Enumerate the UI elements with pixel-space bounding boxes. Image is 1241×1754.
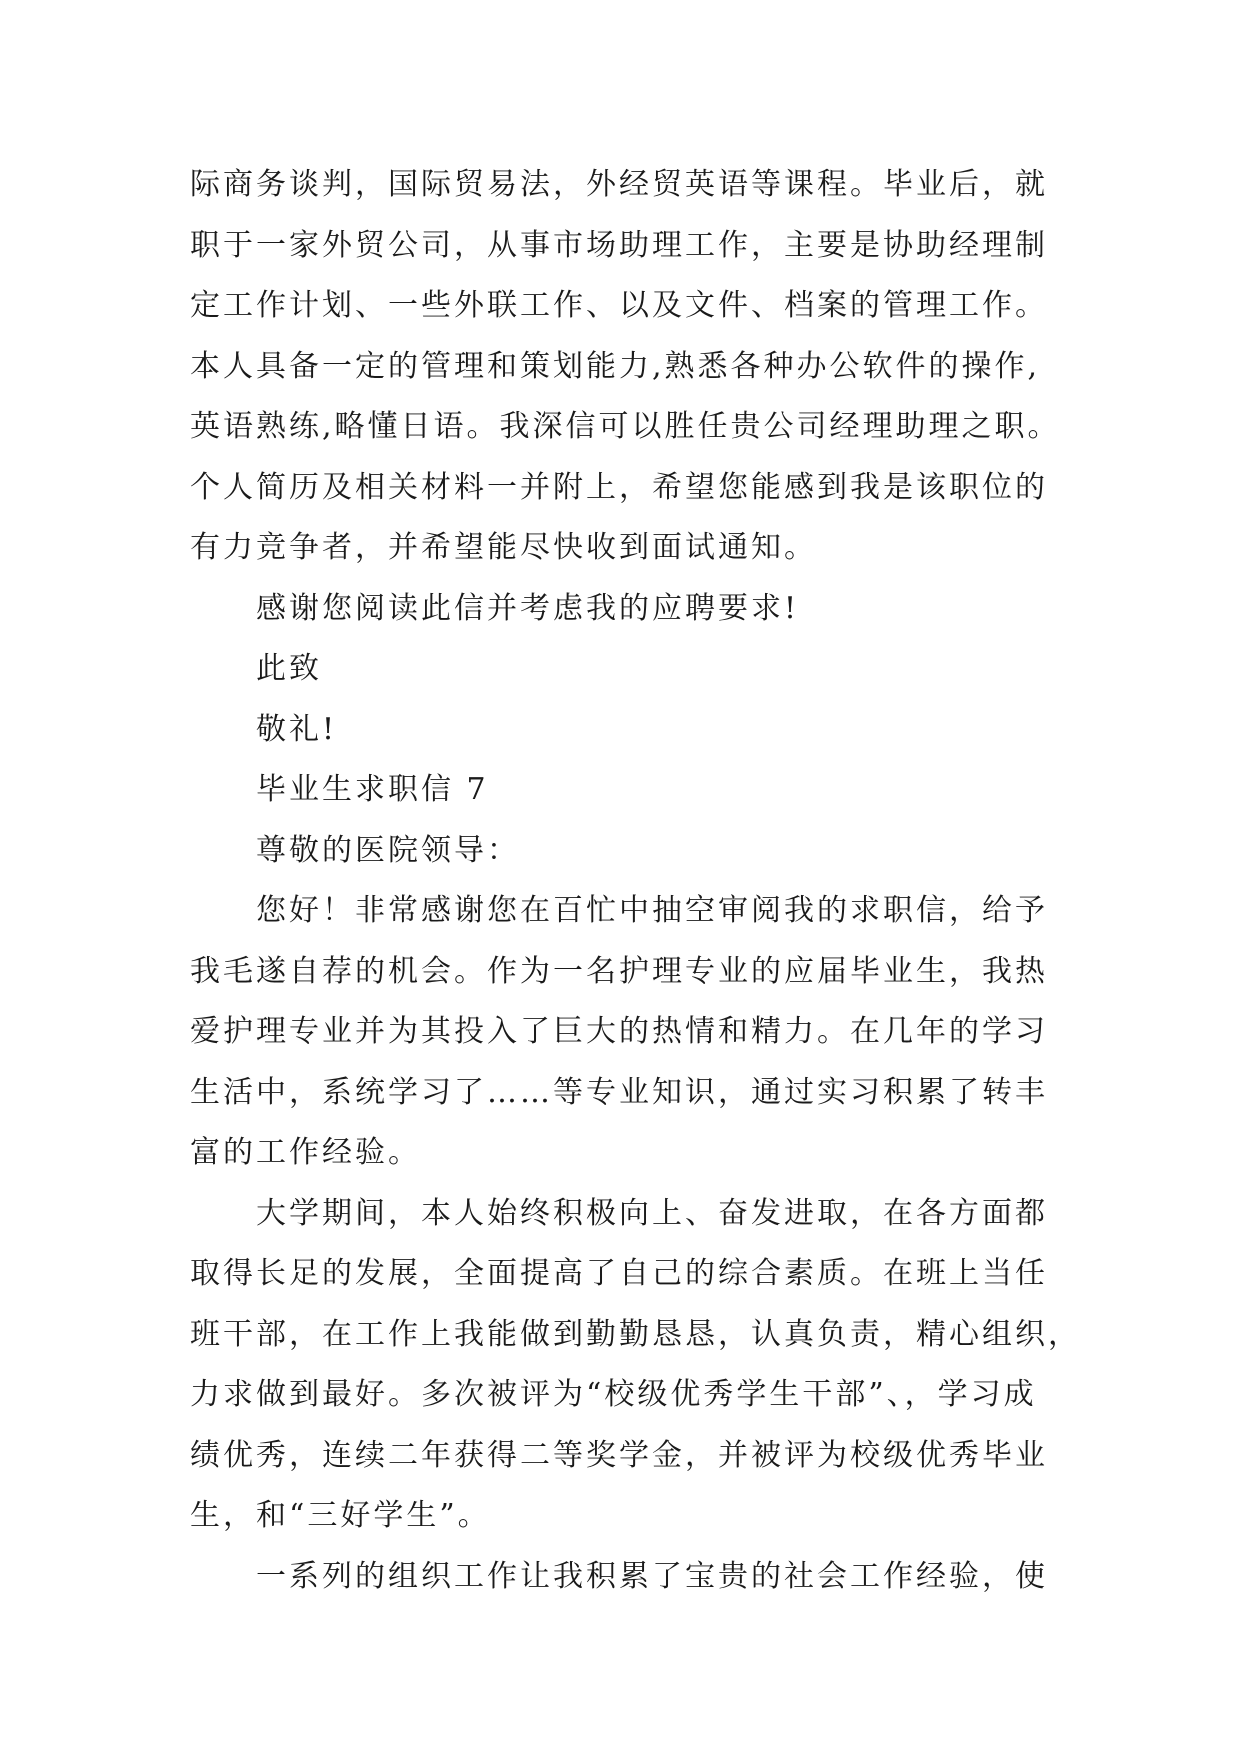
text-line: 爱护理专业并为其投入了巨大的热情和精力。在几年的学习 [190,1014,1048,1049]
text-line: 力求做到最好。多次被评为“校级优秀学生干部”、，学习成 [190,1377,1037,1412]
closing-thanks: 感谢您阅读此信并考虑我的应聘要求! [256,590,800,626]
section-heading: 毕业生求职信 7 [256,772,489,807]
letter-body [190,155,1081,1607]
text-line: 大学期间，本人始终积极向上、奋发进取，在各方面都 [256,1195,1048,1231]
text-line: 生，和“三好学生”。 [190,1498,491,1533]
closing-salutation: 此致 [256,651,322,686]
text-line: 定工作计划、一些外联工作、以及文件、档案的管理工作。 [190,288,1048,323]
text-line: 个人简历及相关材料一并附上，希望您能感到我是该职位的 [190,469,1048,505]
text-line: 职于一家外贸公司，从事市场助理工作，主要是协助经理制 [190,227,1048,263]
text-line: 我毛遂自荐的机会。作为一名护理专业的应届毕业生，我热 [190,953,1048,989]
text-line: 一系列的组织工作让我积累了宝贵的社会工作经验，使 [256,1558,1048,1594]
text-line: 际商务谈判，国际贸易法，外经贸英语等课程。毕业后，就 [190,167,1048,202]
closing-regards: 敬礼! [256,711,338,747]
text-line: 生活中，系统学习了……等专业知识，通过实习积累了转丰 [190,1074,1048,1110]
text-line: 英语熟练,略懂日语。我深信可以胜任贵公司经理助理之职。 [190,409,1061,444]
text-line: 富的工作经验。 [190,1135,421,1170]
greeting: 尊敬的医院领导： [256,832,520,868]
text-line: 班干部，在工作上我能做到勤勤恳恳，认真负责，精心组织， [190,1316,1081,1352]
text-line: 绩优秀，连续二年获得二等奖学金，并被评为校级优秀毕业 [190,1437,1048,1473]
text-line: 您好！非常感谢您在百忙中抽空审阅我的求职信，给予 [256,893,1048,928]
text-line: 有力竞争者，并希望能尽快收到面试通知。 [190,530,817,565]
text-line: 本人具备一定的管理和策划能力,熟悉各种办公软件的操作, [190,348,1041,384]
text-line: 取得长足的发展，全面提高了自己的综合素质。在班上当任 [190,1256,1048,1291]
